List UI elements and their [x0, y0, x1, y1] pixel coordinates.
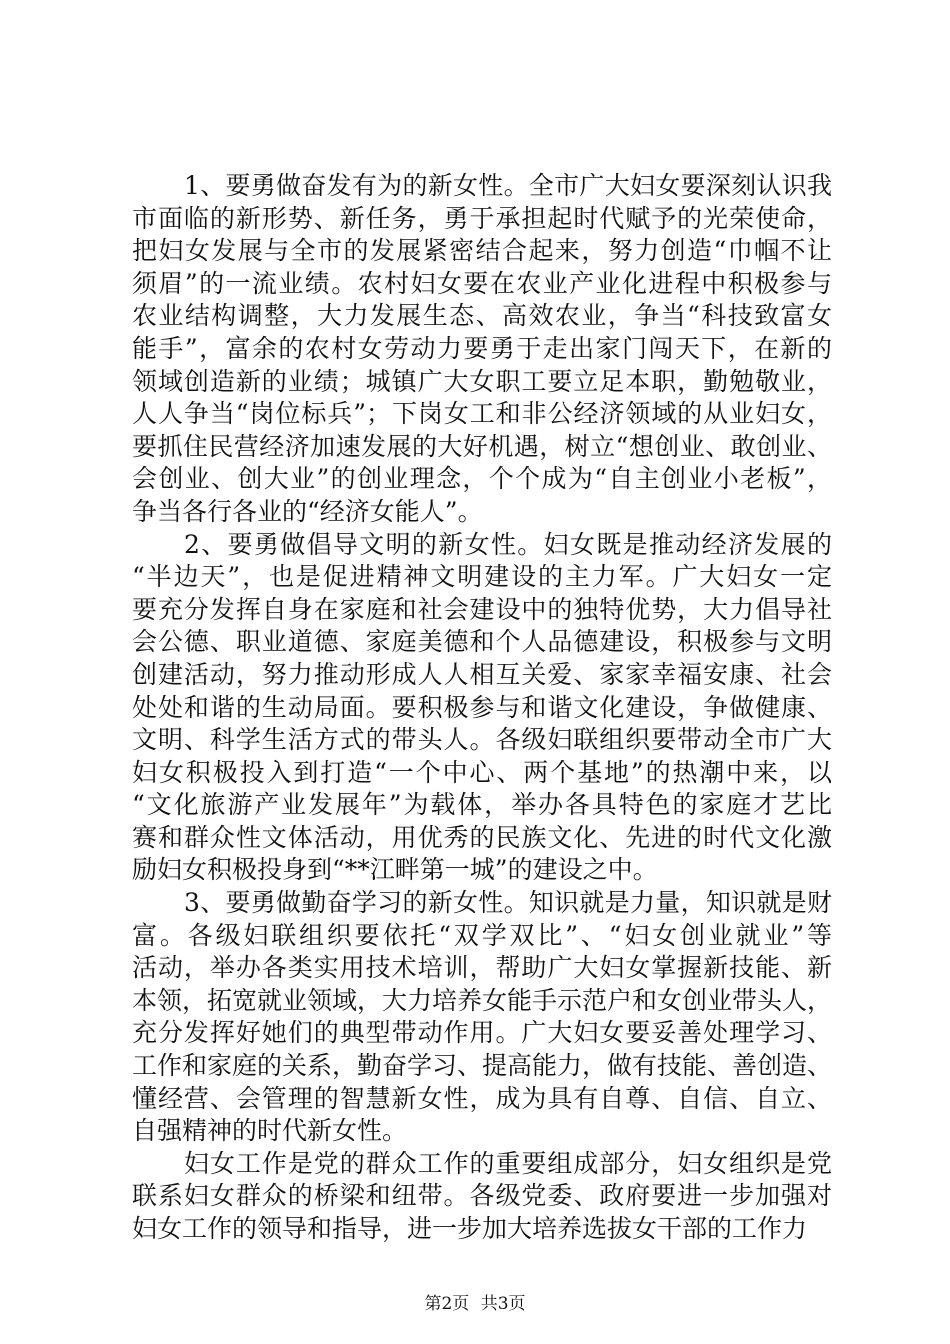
text-line: 活动，举办各类实用技术培训，帮助广大妇女掌握新技能、新	[132, 953, 832, 983]
page-number: 第2页	[424, 1294, 470, 1314]
text-line: 领域创造新的业绩；城镇广大女职工要立足本职，勤勉敬业，	[132, 366, 832, 396]
text-line: 市面临的新形势、新任务，勇于承担起时代赋予的光荣使命，	[132, 203, 832, 233]
text-line: 农业结构调整，大力发展生态、高效农业，争当“科技致富女	[132, 301, 832, 331]
text-line: 把妇女发展与全市的发展紧密结合起来，努力创造“巾帼不让	[132, 236, 832, 266]
page-total: 共3页	[480, 1294, 526, 1314]
paragraph	[132, 887, 832, 1148]
text-line: 争当各行各业的“经济女能人”。	[132, 496, 483, 526]
paragraph	[132, 1148, 832, 1246]
text-line: “半边天”，也是促进精神文明建设的主力军。广大妇女一定	[132, 562, 832, 592]
text-line: 要充分发挥自身在家庭和社会建设中的独特优势，大力倡导社	[132, 594, 832, 624]
text-line: 3、要勇做勤奋学习的新女性。知识就是力量，知识就是财	[184, 888, 832, 918]
text-line: 充分发挥好她们的典型带动作用。广大妇女要妥善处理学习、	[132, 1018, 832, 1048]
text-line: 1、要勇做奋发有为的新女性。全市广大妇女要深刻认识我	[184, 171, 832, 200]
text-line: 创建活动，努力推动形成人人相互关爱、家家幸福安康、社会	[132, 659, 832, 689]
text-line: 自强精神的时代新女性。	[132, 1116, 408, 1146]
text-line: 励妇女积极投身到“**江畔第一城”的建设之中。	[132, 855, 658, 885]
text-line: 会公德、职业道德、家庭美德和个人品德建设，积极参与文明	[132, 627, 832, 657]
document-body	[132, 170, 832, 1246]
text-line: 2、要勇做倡导文明的新女性。妇女既是推动经济发展的	[184, 529, 832, 559]
text-line: 富。各级妇联组织要依托“双学双比”、“妇女创业就业”等	[132, 920, 832, 950]
text-line: 妇女积极投入到打造“一个中心、两个基地”的热潮中来，以	[132, 757, 832, 787]
paragraph	[132, 529, 832, 888]
text-line: 文明、科学生活方式的带头人。各级妇联组织要带动全市广大	[132, 725, 832, 755]
paragraph	[132, 170, 832, 529]
text-line: 赛和群众性文体活动，用优秀的民族文化、先进的时代文化激	[132, 822, 832, 852]
text-line: 处处和谐的生动局面。要积极参与和谐文化建设，争做健康、	[132, 692, 832, 722]
text-line: 妇女工作的领导和指导，进一步加大培养选拔女干部的工作力	[132, 1214, 808, 1243]
text-line: 会创业、创大业”的创业理念，个个成为“自主创业小老板”，	[132, 464, 832, 494]
text-line: 能手”，富余的农村女劳动力要勇于走出家门闯天下，在新的	[132, 333, 832, 363]
text-line: 要抓住民营经济加速发展的大好机遇，树立“想创业、敢创业、	[132, 431, 832, 461]
text-line: 工作和家庭的关系，勤奋学习、提高能力，做有技能、善创造、	[132, 1051, 832, 1081]
text-line: 联系妇女群众的桥梁和纽带。各级党委、政府要进一步加强对	[132, 1181, 832, 1211]
text-line: “文化旅游产业发展年”为载体，举办各具特色的家庭才艺比	[132, 790, 832, 820]
text-line: 本领，拓宽就业领域，大力培养女能手示范户和女创业带头人，	[132, 985, 832, 1015]
text-line: 须眉”的一流业绩。农村妇女要在农业产业化进程中积极参与	[132, 268, 832, 298]
page-footer	[0, 1292, 950, 1316]
text-line: 人人争当“岗位标兵”；下岗女工和非公经济领域的从业妇女，	[132, 399, 832, 429]
text-line: 妇女工作是党的群众工作的重要组成部分，妇女组织是党	[184, 1148, 832, 1178]
text-line: 懂经营、会管理的智慧新女性，成为具有自尊、自信、自立、	[132, 1083, 832, 1113]
